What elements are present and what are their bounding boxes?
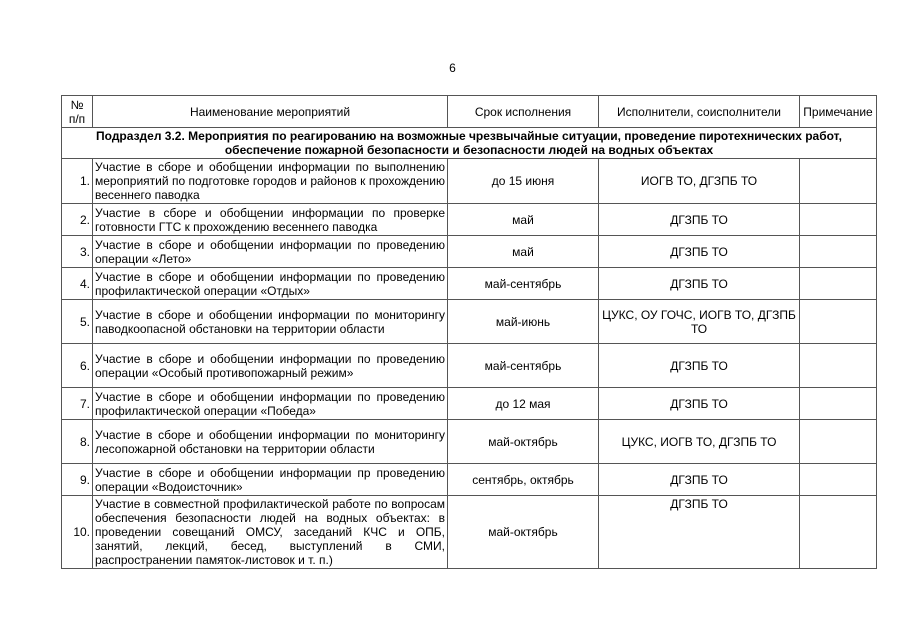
table-row [62, 204, 877, 236]
table-row [62, 464, 877, 496]
row-executors: ИОГВ ТО, ДГЗПБ ТО [599, 159, 800, 204]
row-deadline: май-сентябрь [448, 344, 599, 388]
row-deadline: сентябрь, октябрь [448, 464, 599, 496]
table-row [62, 344, 877, 388]
row-note [800, 388, 877, 420]
row-number: 7. [62, 388, 93, 420]
table-header-row [62, 96, 877, 128]
row-number: 1. [62, 159, 93, 204]
row-deadline: май-сентябрь [448, 268, 599, 300]
row-number: 2. [62, 204, 93, 236]
row-executors: ДГЗПБ ТО [599, 464, 800, 496]
row-deadline: до 12 мая [448, 388, 599, 420]
row-note [800, 236, 877, 268]
row-deadline: май-октябрь [448, 420, 599, 464]
header-name: Наименование мероприятий [93, 96, 448, 128]
row-deadline: до 15 июня [448, 159, 599, 204]
row-deadline: май [448, 204, 599, 236]
table-row [62, 300, 877, 344]
row-note [800, 464, 877, 496]
row-executors: ЦУКС, ОУ ГОЧС, ИОГВ ТО, ДГЗПБ ТО [599, 300, 800, 344]
row-executors: ДГЗПБ ТО [599, 388, 800, 420]
row-note [800, 496, 877, 569]
row-note [800, 159, 877, 204]
subsection-title: Подраздел 3.2. Мероприятия по реагированию на возможные чрезвычайные ситуации, проведение пиротехнических работ, обеспечение пожарной безопасности и безопасности людей на водных объектах [62, 128, 877, 159]
row-event-name: Участие в сборе и обобщении информации по проведению операции «Особый противопожарный режим» [93, 344, 448, 388]
row-number: 4. [62, 268, 93, 300]
row-executors: ДГЗПБ ТО [599, 236, 800, 268]
row-number: 6. [62, 344, 93, 388]
row-note [800, 204, 877, 236]
row-note [800, 420, 877, 464]
header-note: Примечание [800, 96, 877, 128]
row-event-name: Участие в сборе и обобщении информации по проведению операции «Лето» [93, 236, 448, 268]
row-note [800, 344, 877, 388]
row-executors: ДГЗПБ ТО [599, 204, 800, 236]
row-executors: ДГЗПБ ТО [599, 344, 800, 388]
subsection-row [62, 128, 877, 159]
row-deadline: май-октябрь [448, 496, 599, 569]
row-number: 5. [62, 300, 93, 344]
row-event-name: Участие в сборе и обобщении информации пр проведению операции «Водоисточник» [93, 464, 448, 496]
row-note [800, 300, 877, 344]
row-event-name: Участие в сборе и обобщении информации по проведению профилактической операции «Победа» [93, 388, 448, 420]
row-number: 10. [62, 496, 93, 569]
table-row [62, 268, 877, 300]
row-event-name: Участие в совместной профилактической работе по вопросам обеспечения безопасности людей на водных объектах: в проведении совещаний ОМСУ, заседаний КЧС и ОПБ, занятий, лекций, бесед, выступлений в СМИ, распространении памяток-листовок и т. п.) [93, 496, 448, 569]
row-event-name: Участие в сборе и обобщении информации по мониторингу лесопожарной обстановки на территории области [93, 420, 448, 464]
events-table [61, 95, 877, 569]
row-executors: ДГЗПБ ТО [599, 496, 800, 569]
row-deadline: май [448, 236, 599, 268]
table-row [62, 236, 877, 268]
table-row [62, 420, 877, 464]
row-number: 3. [62, 236, 93, 268]
row-event-name: Участие в сборе и обобщении информации по мониторингу паводкоопасной обстановки на территории области [93, 300, 448, 344]
row-note [800, 268, 877, 300]
row-deadline: май-июнь [448, 300, 599, 344]
row-number: 8. [62, 420, 93, 464]
page-number: 6 [449, 61, 456, 75]
row-executors: ЦУКС, ИОГВ ТО, ДГЗПБ ТО [599, 420, 800, 464]
header-term: Срок исполнения [448, 96, 599, 128]
header-exec: Исполнители, соисполнители [599, 96, 800, 128]
row-executors: ДГЗПБ ТО [599, 268, 800, 300]
row-event-name: Участие в сборе и обобщении информации по проверке готовности ГТС к прохождению весеннего паводка [93, 204, 448, 236]
row-event-name: Участие в сборе и обобщении информации по выполнению мероприятий по подготовке городов и районов к прохождению весеннего паводка [93, 159, 448, 204]
table-row [62, 388, 877, 420]
table-row [62, 496, 877, 569]
header-num: № п/п [62, 96, 93, 128]
table-row [62, 159, 877, 204]
row-event-name: Участие в сборе и обобщении информации по проведению профилактической операции «Отдых» [93, 268, 448, 300]
row-number: 9. [62, 464, 93, 496]
